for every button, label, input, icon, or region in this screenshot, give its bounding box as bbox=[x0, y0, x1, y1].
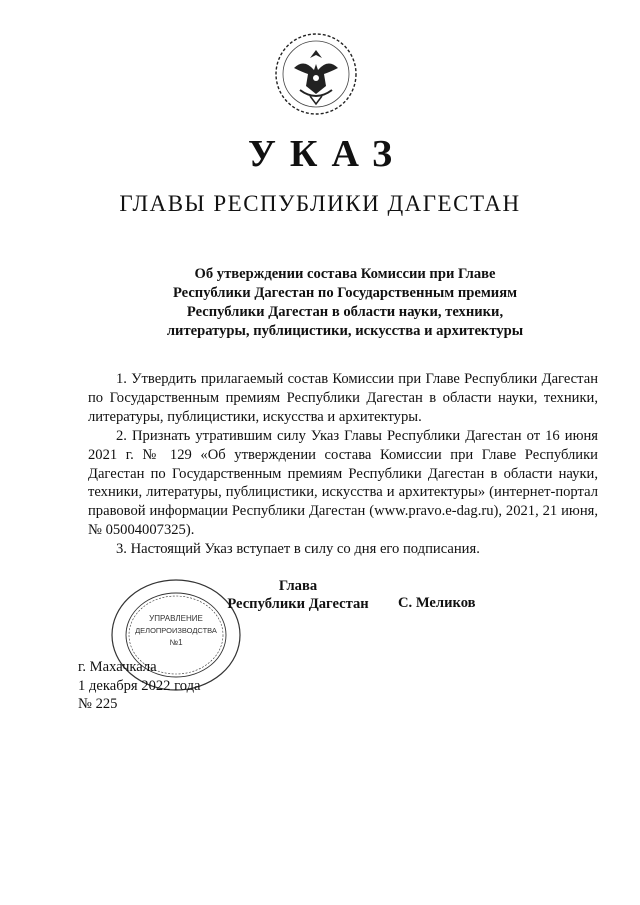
signatory-name: С. Меликов bbox=[398, 595, 476, 611]
place: г. Махачкала bbox=[78, 659, 157, 675]
document-subtitle: ГЛАВЫ РЕСПУБЛИКИ ДАГЕСТАН bbox=[119, 191, 521, 216]
decree-body bbox=[88, 370, 598, 559]
coat-of-arms-emblem bbox=[270, 28, 362, 120]
paragraph: 2. Признать утратившим силу Указ Главы Республики Дагестан от 16 июня 2021 г. № 129 «Об утверждении состава Комиссии при Главе Республики Дагестан по Государственным премиям Республики Дагестан в области науки, техники, литературы, публицистики, искусства и архитектуры» (интернет-портал правовой информации Республики Дагестан (www.pravo.e-dag.ru), 2021, 21 июня, № 05004007325). bbox=[88, 427, 598, 539]
document-title: УКАЗ bbox=[248, 133, 406, 175]
stamp-line-3: №1 bbox=[169, 638, 183, 647]
decree-number: № 225 bbox=[78, 696, 118, 712]
date: 1 декабря 2022 года bbox=[78, 677, 201, 694]
signatory-position-line: Республики Дагестан bbox=[227, 596, 369, 612]
place-date-number bbox=[78, 658, 201, 714]
paragraph: 3. Настоящий Указ вступает в силу со дня его подписания. bbox=[116, 541, 480, 558]
signatory-position bbox=[218, 577, 378, 613]
heading-line: Республики Дагестан по Государственным премиям bbox=[172, 285, 518, 301]
paragraph: 1. Утвердить прилагаемый состав Комиссии при Главе Республики Дагестан по Государственным премиям Республики Дагестан в области науки, техники, литературы, публицистики, искусства и архитектуры. bbox=[88, 371, 598, 425]
heading-line: Республики Дагестан в области науки, техники, bbox=[186, 304, 504, 320]
decree-heading bbox=[120, 265, 570, 341]
heading-line: литературы, публицистики, искусства и архитектуры bbox=[166, 323, 524, 339]
heading-line: Об утверждении состава Комиссии при Главе bbox=[194, 266, 496, 282]
stamp-line-1: УПРАВЛЕНИЕ bbox=[149, 614, 203, 623]
stamp-line-2: ДЕЛОПРОИЗВОДСТВА bbox=[135, 626, 217, 635]
signatory-position-line: Глава bbox=[278, 578, 318, 594]
